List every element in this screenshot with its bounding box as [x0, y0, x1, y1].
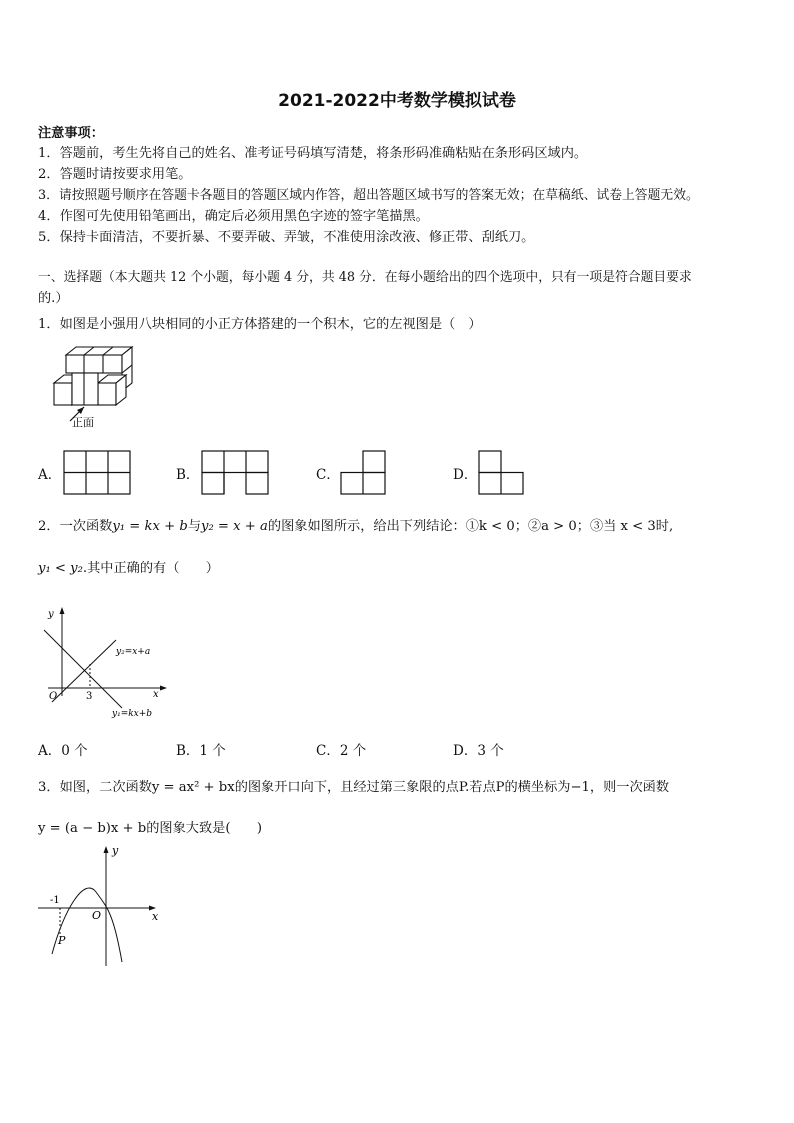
notice-item-1: 1．答题前，考生先将自己的姓名、准考证号码填写清楚，将条形码准确粘贴在条形码区域内。	[38, 146, 588, 161]
q1-option-c-label: C．	[316, 467, 340, 483]
q3-point-p: P.	[458, 780, 470, 795]
q3-then: ，则一次函数	[589, 780, 670, 795]
q1-option-a-label: A．	[38, 467, 62, 483]
q2-conclusion-1: ①k < 0	[465, 519, 515, 534]
notice-item-5: 5．保持卡面清洁，不要折暴、不要弄破、弄皱，不准使用涂改液、修正带、刮纸刀。	[38, 230, 535, 245]
q2-y-axis-label: y	[48, 609, 54, 620]
q2-tick-3: 3	[86, 691, 93, 702]
q2-line-label-2: y₁=kx+b	[112, 709, 153, 719]
q3-point-p-2: P	[495, 780, 505, 795]
q3-formula: y = ax² + bx	[151, 780, 235, 795]
q2-option-d[interactable]: D．3 个	[453, 743, 504, 759]
notice-item-2: 2．答题时请按要求用笔。	[38, 167, 192, 182]
q1-option-d-figure[interactable]	[478, 450, 524, 496]
q3-value: −1	[570, 780, 590, 795]
q2-line-label-1: y₂=x+a	[116, 647, 151, 657]
q3-question: 的图象大致是( )	[146, 821, 263, 836]
q2-conclusion-2: ；②a > 0	[514, 519, 577, 534]
notice-item-4: 4．作图可先使用铅笔画出，确定后必须用黑色字迹的签字笔描黑。	[38, 209, 429, 224]
q2-formula-2: y₂ = x + a	[201, 519, 268, 534]
q3-prefix: 3．如图，二次函数	[38, 780, 152, 795]
q1-option-a-figure[interactable]	[63, 450, 131, 496]
q2-x-axis-label: x	[153, 689, 159, 700]
q2-prefix: 2．一次函数	[38, 519, 113, 534]
q3-graph	[34, 840, 166, 970]
q3-tick-minus-1: -1	[50, 895, 60, 906]
q2-origin-label: O	[49, 691, 58, 702]
q2-conclusion-3: ；③当 x < 3时,	[576, 519, 674, 534]
q2-graph	[40, 604, 172, 722]
q2-option-b[interactable]: B．1 个	[176, 743, 226, 759]
q2-inequality: y₁ < y₂	[38, 561, 83, 576]
q2-desc: 的图象如图所示，给出下列结论：	[267, 519, 466, 534]
q2-text-line-2	[38, 557, 219, 576]
q3-text-line-1	[38, 776, 669, 795]
q3-point-label: P	[58, 934, 66, 947]
q2-option-a[interactable]: A．0 个	[38, 743, 88, 759]
notice-heading: 注意事项：	[38, 126, 104, 141]
q1-block-figure	[46, 343, 146, 433]
q2-option-c[interactable]: C．2 个	[316, 743, 367, 759]
q3-desc: 的图象开口向下，且经过第三象限的点	[234, 780, 459, 795]
q3-text-line-2	[38, 817, 262, 836]
q3-origin-label: O	[92, 909, 102, 922]
q1-text: 1．如图是小强用八块相同的小正方体搭建的一个积木，它的左视图是（ ）	[38, 317, 482, 332]
q2-formula-1: y₁ = kx + b	[112, 519, 188, 534]
q3-y-axis-label: y	[112, 844, 119, 857]
q3-if: 若点	[469, 780, 496, 795]
q3-x-axis-label: x	[152, 910, 159, 923]
q1-option-d-label: D．	[453, 467, 478, 483]
section-line-2: 的.）	[38, 291, 69, 306]
page-title: 2021-2022中考数学模拟试卷	[278, 91, 516, 111]
q3-linear-function: y = (a − b)x + b	[38, 821, 147, 836]
front-label: 正面	[72, 416, 94, 429]
q1-option-b-label: B．	[176, 467, 200, 483]
q3-abscissa: 的横坐标为	[504, 780, 571, 795]
q1-option-c-figure[interactable]	[340, 450, 386, 496]
q2-text-line-1	[38, 515, 673, 534]
q1-option-b-figure[interactable]	[201, 450, 269, 496]
q2-question: .其中正确的有（ ）	[82, 561, 219, 576]
q2-and: 与	[187, 519, 201, 534]
notice-item-3: 3．请按照题号顺序在答题卡各题目的答题区域内作答，超出答题区域书写的答案无效；在草稿纸、试卷上答题无效。	[38, 188, 699, 203]
section-line-1: 一、选择题（本大题共 12 个小题，每小题 4 分，共 48 分．在每小题给出的四个选项中，只有一项是符合题目要求	[38, 270, 692, 285]
